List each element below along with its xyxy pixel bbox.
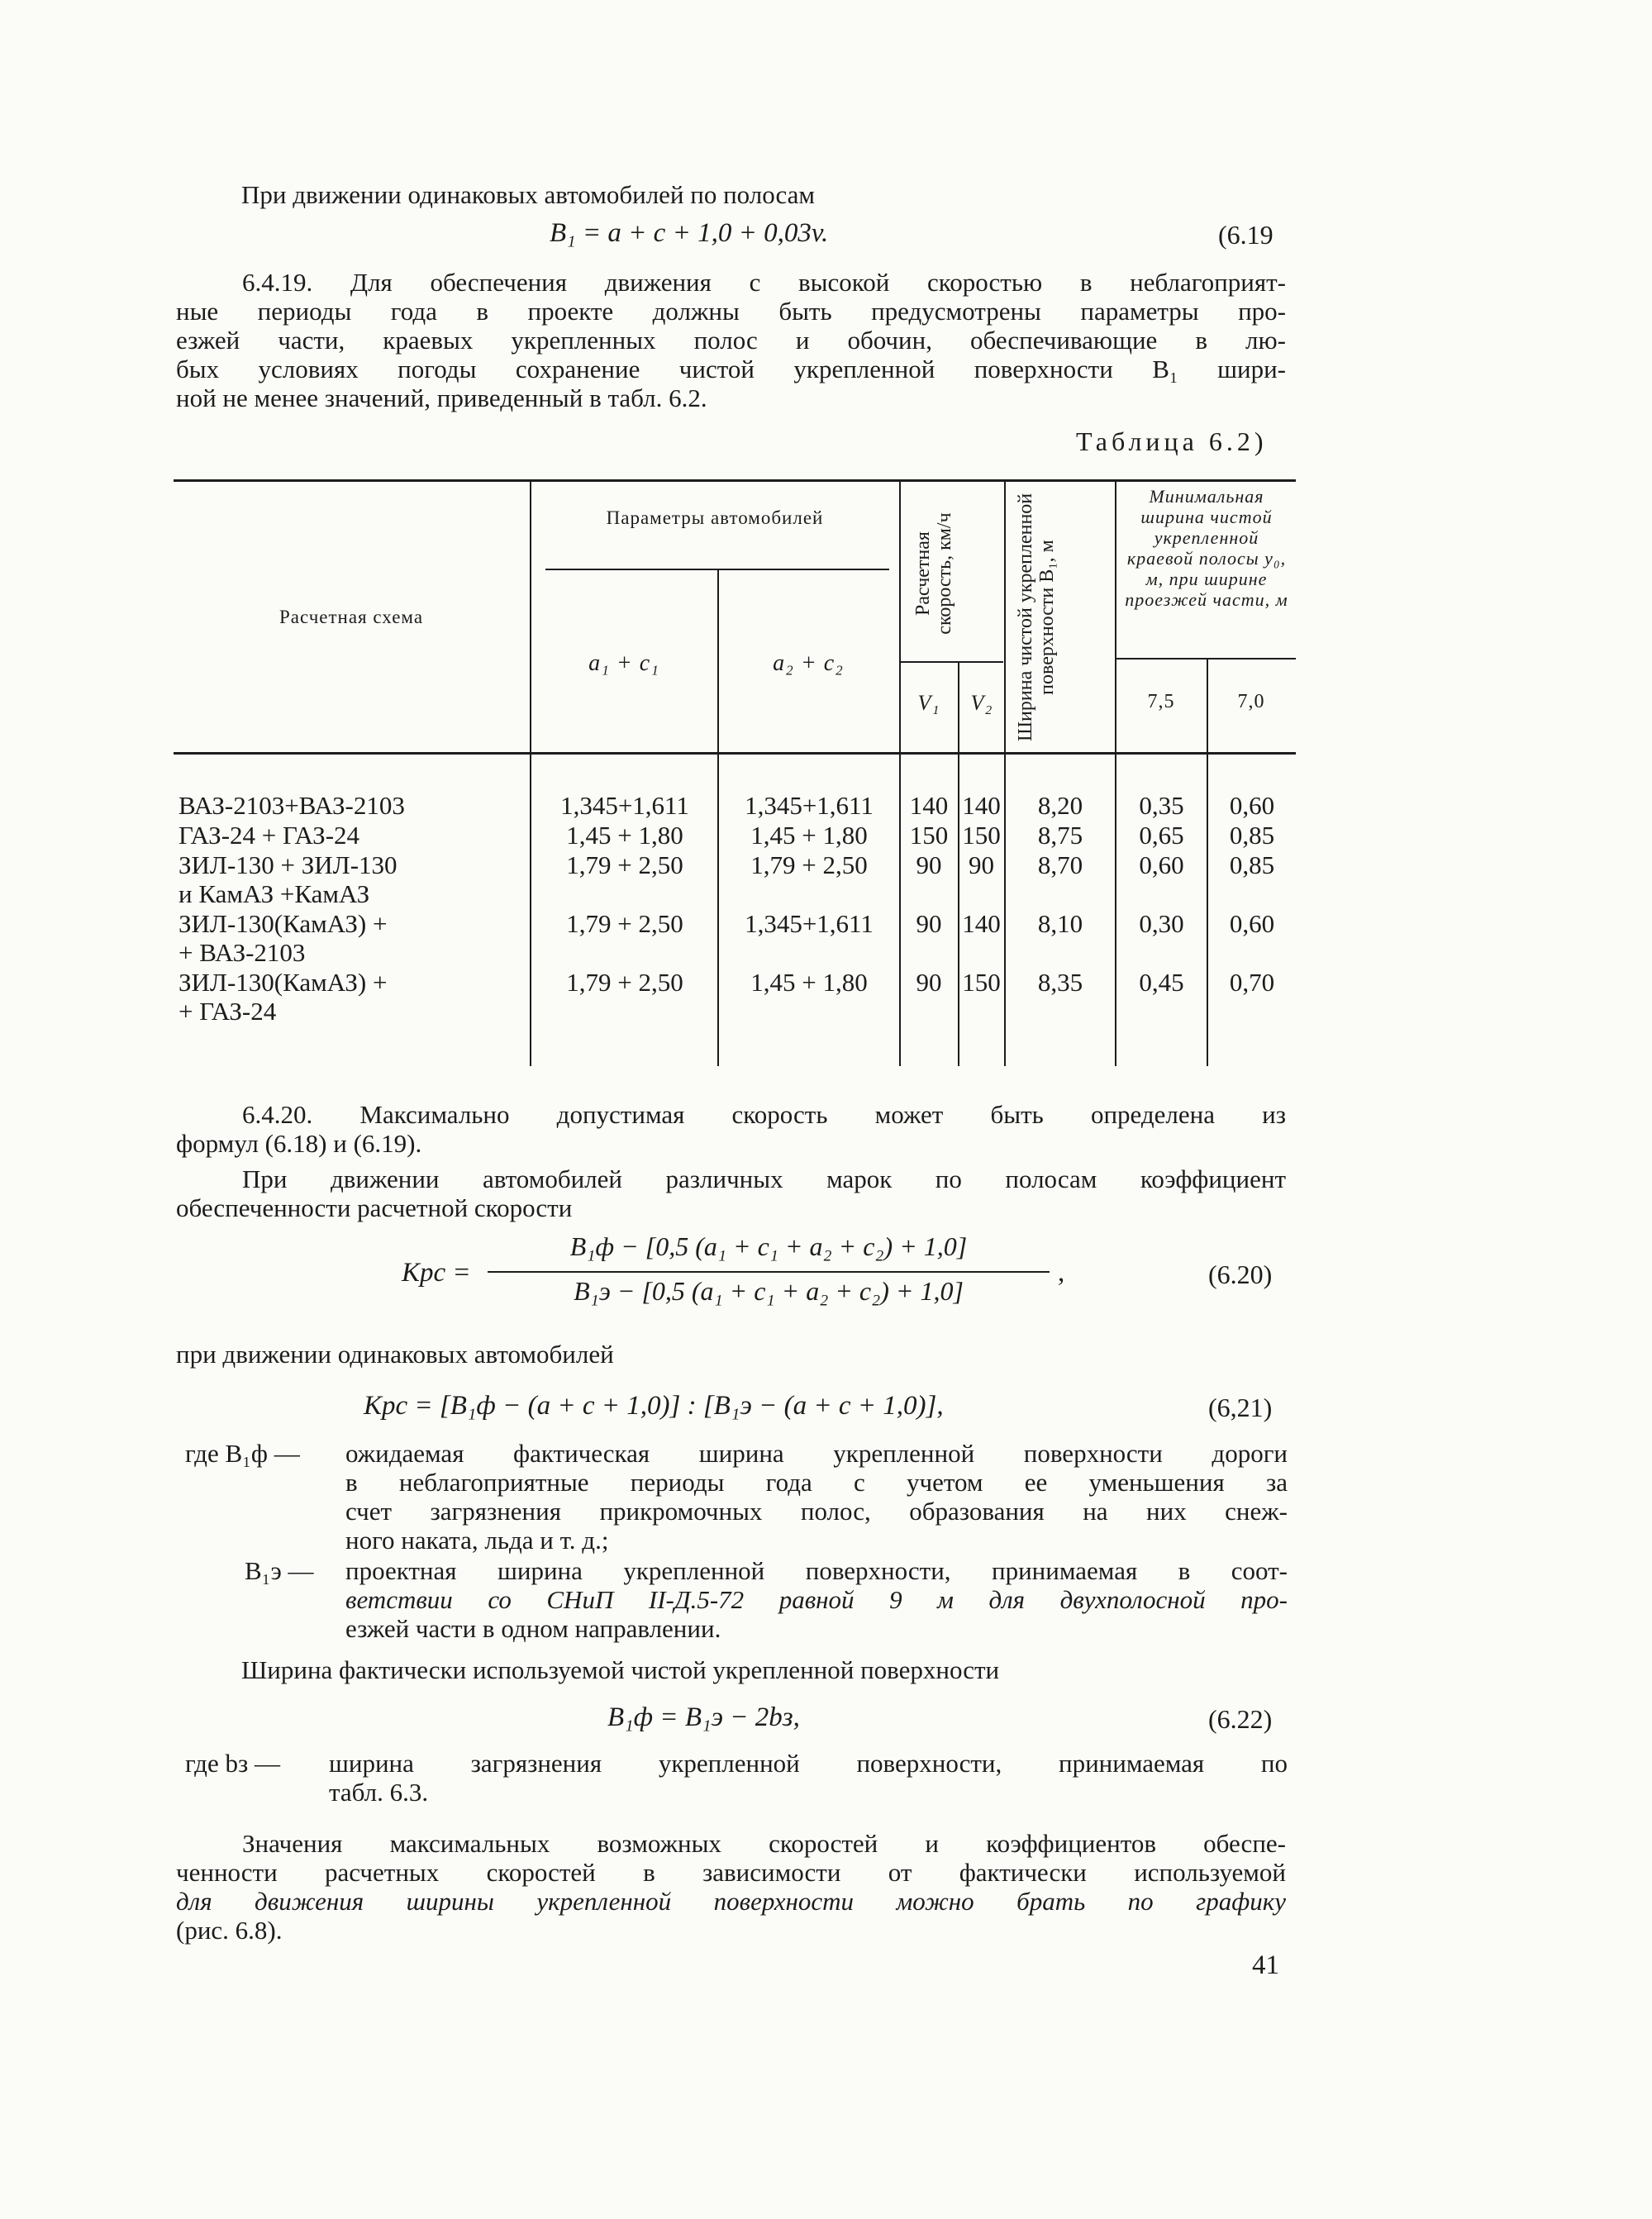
- row1-a1c1: 1,345+1,611: [560, 791, 689, 820]
- formula-6-21: Kрс = [B₁ф − (a + c + 1,0)] : [B₁э − (a + c + 1,0)],: [364, 1391, 944, 1421]
- text-line: счет загрязнения прикромочных полос, образования на них снеж-: [345, 1497, 1288, 1526]
- row3-v1: 90: [916, 850, 942, 879]
- row1-b1: 8,20: [1037, 791, 1083, 820]
- equation-number-6-22: (6.22): [1208, 1704, 1273, 1734]
- text-line: ширина загрязнения укрепленной поверхности, принимаемая по: [329, 1749, 1288, 1778]
- col-rule: [530, 479, 531, 1066]
- row1-scheme: ВАЗ-2103+ВАЗ-2103: [179, 791, 405, 820]
- text-line: формул (6.18) и (6.19).: [176, 1129, 422, 1158]
- row2-y75: 0,65: [1139, 821, 1184, 850]
- row3-b1: 8,70: [1037, 850, 1083, 879]
- row4-y75: 0,30: [1139, 909, 1184, 938]
- row5-v2: 150: [962, 968, 1001, 997]
- table-top-rule: [174, 479, 1296, 482]
- row5-v1: 90: [916, 968, 942, 997]
- row3-y75: 0,60: [1139, 850, 1184, 879]
- fraction-bar: [488, 1271, 1050, 1273]
- actual-width-line: Ширина фактически используемой чистой укрепленной поверхности: [241, 1655, 1000, 1684]
- header-bottom-rule: [174, 752, 1296, 755]
- row1-y75: 0,35: [1139, 791, 1184, 820]
- text-line: 6.4.19. Для обеспечения движения с высокой скоростью в неблагоприят-: [242, 268, 1286, 297]
- row3-v2: 90: [969, 850, 994, 879]
- final-paragraph: [176, 1829, 1286, 1945]
- text-line: ные периоды года в проекте должны быть предусмотрены параметры про-: [176, 297, 1286, 326]
- header-w75: 7,5: [1147, 691, 1175, 712]
- row3-y70: 0,85: [1229, 850, 1275, 879]
- where-def-b1f: [345, 1439, 1288, 1555]
- row5-b1: 8,35: [1037, 968, 1083, 997]
- row2-v2: 150: [962, 821, 1001, 850]
- formula-6-20-numerator: B₁ф − [0,5 (a₁ + c₁ + a₂ + c₂) + 1,0]: [569, 1231, 968, 1261]
- speed-sub-rule: [899, 661, 1003, 663]
- text-line: ветствии со СНиП II-Д.5-72 равной 9 м для двухполосной про-: [345, 1585, 1288, 1614]
- row4-a1c1: 1,79 + 2,50: [566, 909, 683, 938]
- where-def-bz: [329, 1749, 1288, 1807]
- row4-a2c2: 1,345+1,611: [745, 909, 874, 938]
- text-line: ожидаемая фактическая ширина укрепленной поверхности дороги: [345, 1439, 1288, 1468]
- table-caption: Таблица 6.2): [1076, 426, 1268, 456]
- header-minwidth: Минимальная ширина чистой укрепленной краевой полосы y₀, м, при ширине проезжей части, м: [1125, 486, 1288, 610]
- header-scheme: Расчетная схема: [279, 607, 424, 627]
- row1-a2c2: 1,345+1,611: [745, 791, 874, 820]
- row2-a2c2: 1,45 + 1,80: [750, 821, 868, 850]
- text-line: При движении автомобилей различных марок по полосам коэффициент: [242, 1164, 1286, 1193]
- row1-y70: 0,60: [1229, 791, 1275, 820]
- formula-6-20-denominator: B₁э − [0,5 (a₁ + c₁ + a₂ + c₂) + 1,0]: [574, 1276, 964, 1306]
- paragraph-different-cars: [176, 1164, 1286, 1222]
- formula-6-22: B₁ф = B₁э − 2bз,: [607, 1702, 800, 1732]
- row2-y70: 0,85: [1229, 821, 1275, 850]
- page-number: 41: [1252, 1950, 1279, 1980]
- header-a1c1: a₁ + c₁: [588, 650, 659, 676]
- row4-v1: 90: [916, 909, 942, 938]
- row4-y70: 0,60: [1229, 909, 1275, 938]
- intro-line: При движении одинаковых автомобилей по полосам: [241, 180, 816, 209]
- header-speed: [912, 491, 955, 656]
- text-line: (рис. 6.8).: [176, 1916, 283, 1945]
- header-speed-text: Расчетная скорость, км/ч: [912, 512, 955, 635]
- text-line: езжей части в одном направлении.: [345, 1614, 721, 1643]
- header-width: [1015, 486, 1058, 749]
- text-line: проектная ширина укрепленной поверхности, принимаемая в соот-: [345, 1556, 1288, 1585]
- where-term-b1f: где B₁ф —: [185, 1439, 300, 1468]
- row4-scheme: ЗИЛ-130(КамАЗ) +: [179, 909, 388, 938]
- text-line: табл. 6.3.: [329, 1778, 429, 1807]
- row5-y70: 0,70: [1229, 968, 1275, 997]
- formula-6-20-tail: ,: [1058, 1258, 1065, 1288]
- text-line: для движения ширины укрепленной поверхности можно брать по графику: [176, 1887, 1286, 1916]
- paragraph-6-4-20: [176, 1100, 1286, 1158]
- row2-v1: 150: [909, 821, 949, 850]
- row3-scheme: ЗИЛ-130 + ЗИЛ-130: [179, 850, 398, 879]
- minwidth-sub-rule: [1116, 658, 1296, 660]
- text-line: езжей части, краевых укрепленных полос и обочин, обеспечивающие в лю-: [176, 326, 1286, 355]
- text-line: ной не менее значений, приведенный в табл. 6.2.: [176, 383, 707, 412]
- paragraph-6-4-19: [176, 268, 1286, 412]
- text-line: бых условиях погоды сохранение чистой укрепленной поверхности B₁ шири-: [176, 355, 1286, 383]
- row4-scheme-line2: + ВАЗ-2103: [179, 938, 306, 967]
- where-term-b1e: B₁э —: [245, 1556, 314, 1585]
- row5-y75: 0,45: [1139, 968, 1184, 997]
- same-cars-line: при движении одинаковых автомобилей: [176, 1340, 614, 1369]
- text-line: Значения максимальных возможных скоростей и коэффициентов обеспе-: [242, 1829, 1286, 1858]
- equation-number-6-21: (6,21): [1208, 1393, 1273, 1422]
- row3-a2c2: 1,79 + 2,50: [750, 850, 868, 879]
- row2-b1: 8,75: [1037, 821, 1083, 850]
- row2-a1c1: 1,45 + 1,80: [566, 821, 683, 850]
- row1-v2: 140: [962, 791, 1001, 820]
- text-line: обеспеченности расчетной скорости: [176, 1193, 573, 1222]
- row5-scheme-line2: + ГАЗ-24: [179, 997, 277, 1026]
- equation-number-6-19: (6.19: [1218, 220, 1274, 250]
- where-term-bz: где bз —: [185, 1749, 280, 1778]
- row3-a1c1: 1,79 + 2,50: [566, 850, 683, 879]
- row4-b1: 8,10: [1037, 909, 1083, 938]
- header-w70: 7,0: [1237, 691, 1265, 712]
- header-v2: V₂: [970, 691, 993, 715]
- text-line: в неблагоприятные периоды года с учетом ее уменьшения за: [345, 1468, 1288, 1497]
- text-line: 6.4.20. Максимально допустимая скорость может быть определена из: [242, 1100, 1286, 1129]
- row5-scheme: ЗИЛ-130(КамАЗ) +: [179, 968, 388, 997]
- header-v1: V₁: [917, 691, 940, 715]
- header-params: Параметры автомобилей: [606, 507, 824, 528]
- formula-6-19: B₁ = a + c + 1,0 + 0,03v.: [550, 218, 829, 248]
- header-a2c2: a₂ + c₂: [773, 650, 844, 676]
- row2-scheme: ГАЗ-24 + ГАЗ-24: [179, 821, 360, 850]
- header-width-text: Ширина чистой укрепленной поверхности B₁, м: [1015, 493, 1058, 742]
- formula-6-20-lhs: Kрс =: [402, 1258, 471, 1288]
- text-line: ного наката, льда и т. д.;: [345, 1526, 609, 1555]
- row3-scheme-line2: и КамАЗ +КамАЗ: [179, 879, 370, 908]
- row1-v1: 140: [909, 791, 949, 820]
- row4-v2: 140: [962, 909, 1001, 938]
- where-def-b1e: [345, 1556, 1288, 1643]
- text-line: ченности расчетных скоростей в зависимости от фактически используемой: [176, 1858, 1286, 1887]
- row5-a2c2: 1,45 + 1,80: [750, 968, 868, 997]
- equation-number-6-20: (6.20): [1208, 1259, 1273, 1289]
- row5-a1c1: 1,79 + 2,50: [566, 968, 683, 997]
